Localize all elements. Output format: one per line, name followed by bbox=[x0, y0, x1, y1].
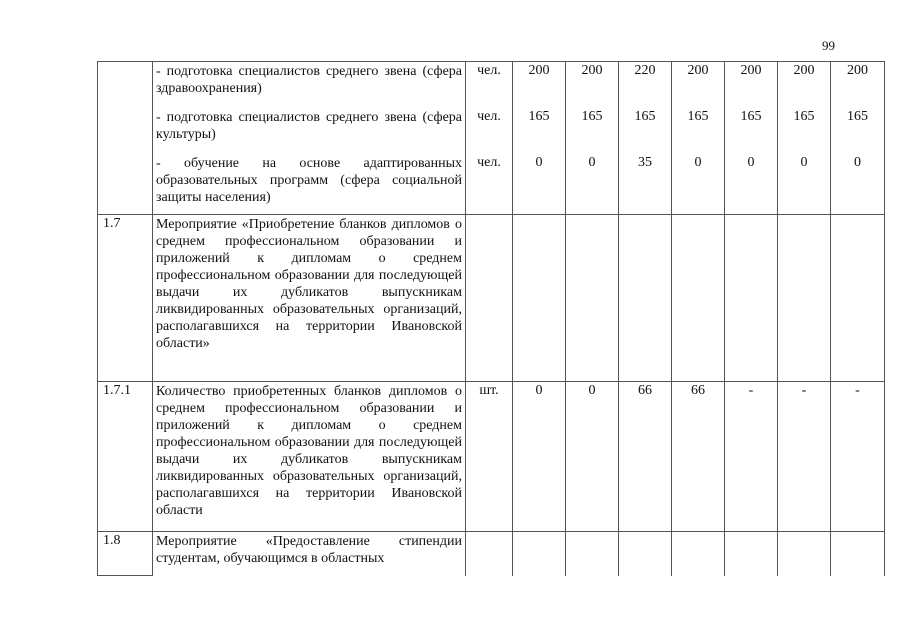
value-cell bbox=[513, 532, 566, 576]
value-cell: 66 bbox=[619, 382, 672, 532]
value: 220 bbox=[634, 63, 656, 78]
value-cell bbox=[566, 62, 619, 215]
value-cell bbox=[831, 215, 885, 382]
value-cell bbox=[778, 532, 831, 576]
unit-cell bbox=[466, 62, 513, 215]
value: 0 bbox=[800, 155, 808, 170]
table-row bbox=[98, 532, 885, 576]
row-number: 1.7.1 bbox=[98, 382, 153, 532]
unit-value: чел. bbox=[477, 109, 501, 124]
value-cell bbox=[672, 532, 725, 576]
indicators-table bbox=[97, 61, 885, 576]
value-cell bbox=[619, 215, 672, 382]
row-description: Количество приобретенных бланков дипломов о среднем профессиональном образовании и приложений к дипломам о среднем профессиональном образовании для последующей выдачи их дубликатов выпускникам ликвидированных образовательных организаций, располагавшихся на территории Ивановской области bbox=[153, 382, 466, 532]
unit-cell bbox=[466, 215, 513, 382]
value: 165 bbox=[581, 109, 603, 124]
table-row bbox=[98, 215, 885, 382]
row-number: 1.8 bbox=[98, 532, 153, 576]
value: 0 bbox=[588, 155, 596, 170]
value-cell: 66 bbox=[672, 382, 725, 532]
row-description: Мероприятие «Приобретение бланков дипломов о среднем профессиональном образовании и приложений к дипломам о среднем профессиональном образовании для последующей выдачи их дубликатов выпускникам ликвидированных образовательных организаций, располагавшихся на территории Ивановской области» bbox=[153, 215, 466, 382]
unit-cell: шт. bbox=[466, 382, 513, 532]
value: 165 bbox=[740, 109, 762, 124]
value-cell bbox=[831, 62, 885, 215]
value-cell bbox=[778, 62, 831, 215]
value: 0 bbox=[747, 155, 755, 170]
value-cell bbox=[513, 62, 566, 215]
value: 165 bbox=[634, 109, 656, 124]
value-cell bbox=[566, 532, 619, 576]
value: 165 bbox=[687, 109, 709, 124]
value: 200 bbox=[528, 63, 550, 78]
value-cell bbox=[725, 532, 778, 576]
value: 165 bbox=[528, 109, 550, 124]
sub-item-description: - обучение на основе адаптированных образовательных программ (сфера социальной защиты населения) bbox=[156, 156, 462, 205]
value-cell bbox=[513, 215, 566, 382]
row-number: 1.7 bbox=[98, 215, 153, 382]
row-number bbox=[98, 62, 153, 215]
value-cell bbox=[619, 62, 672, 215]
value-cell: - bbox=[725, 382, 778, 532]
value: 0 bbox=[694, 155, 702, 170]
table-row bbox=[98, 382, 885, 532]
sub-item-description: - подготовка специалистов среднего звена (сфера здравоохранения) bbox=[156, 64, 462, 96]
value: 165 bbox=[793, 109, 815, 124]
page-number: 99 bbox=[822, 38, 835, 53]
value-cell bbox=[831, 532, 885, 576]
unit-cell bbox=[466, 532, 513, 576]
row-description bbox=[153, 62, 466, 215]
unit-value: чел. bbox=[477, 155, 501, 170]
value: 165 bbox=[847, 109, 868, 124]
value-cell: 0 bbox=[566, 382, 619, 532]
value: 35 bbox=[638, 155, 652, 170]
value-cell bbox=[672, 215, 725, 382]
value: 200 bbox=[847, 63, 868, 78]
value: 0 bbox=[535, 155, 543, 170]
value-cell: - bbox=[778, 382, 831, 532]
row-description: Мероприятие «Предоставление стипендии студентам, обучающимся в областных bbox=[153, 532, 466, 576]
value-cell bbox=[619, 532, 672, 576]
value-cell bbox=[725, 62, 778, 215]
value-cell: 0 bbox=[513, 382, 566, 532]
value-cell bbox=[566, 215, 619, 382]
value-cell bbox=[778, 215, 831, 382]
sub-item-description: - подготовка специалистов среднего звена (сфера культуры) bbox=[156, 110, 462, 142]
value: 200 bbox=[740, 63, 762, 78]
value: 200 bbox=[687, 63, 709, 78]
value-cell bbox=[725, 215, 778, 382]
unit-value: чел. bbox=[477, 63, 501, 78]
value-cell bbox=[672, 62, 725, 215]
value: 0 bbox=[854, 155, 861, 170]
value: 200 bbox=[581, 63, 603, 78]
value-cell: - bbox=[831, 382, 885, 532]
value: 200 bbox=[793, 63, 815, 78]
table-row bbox=[98, 62, 885, 215]
